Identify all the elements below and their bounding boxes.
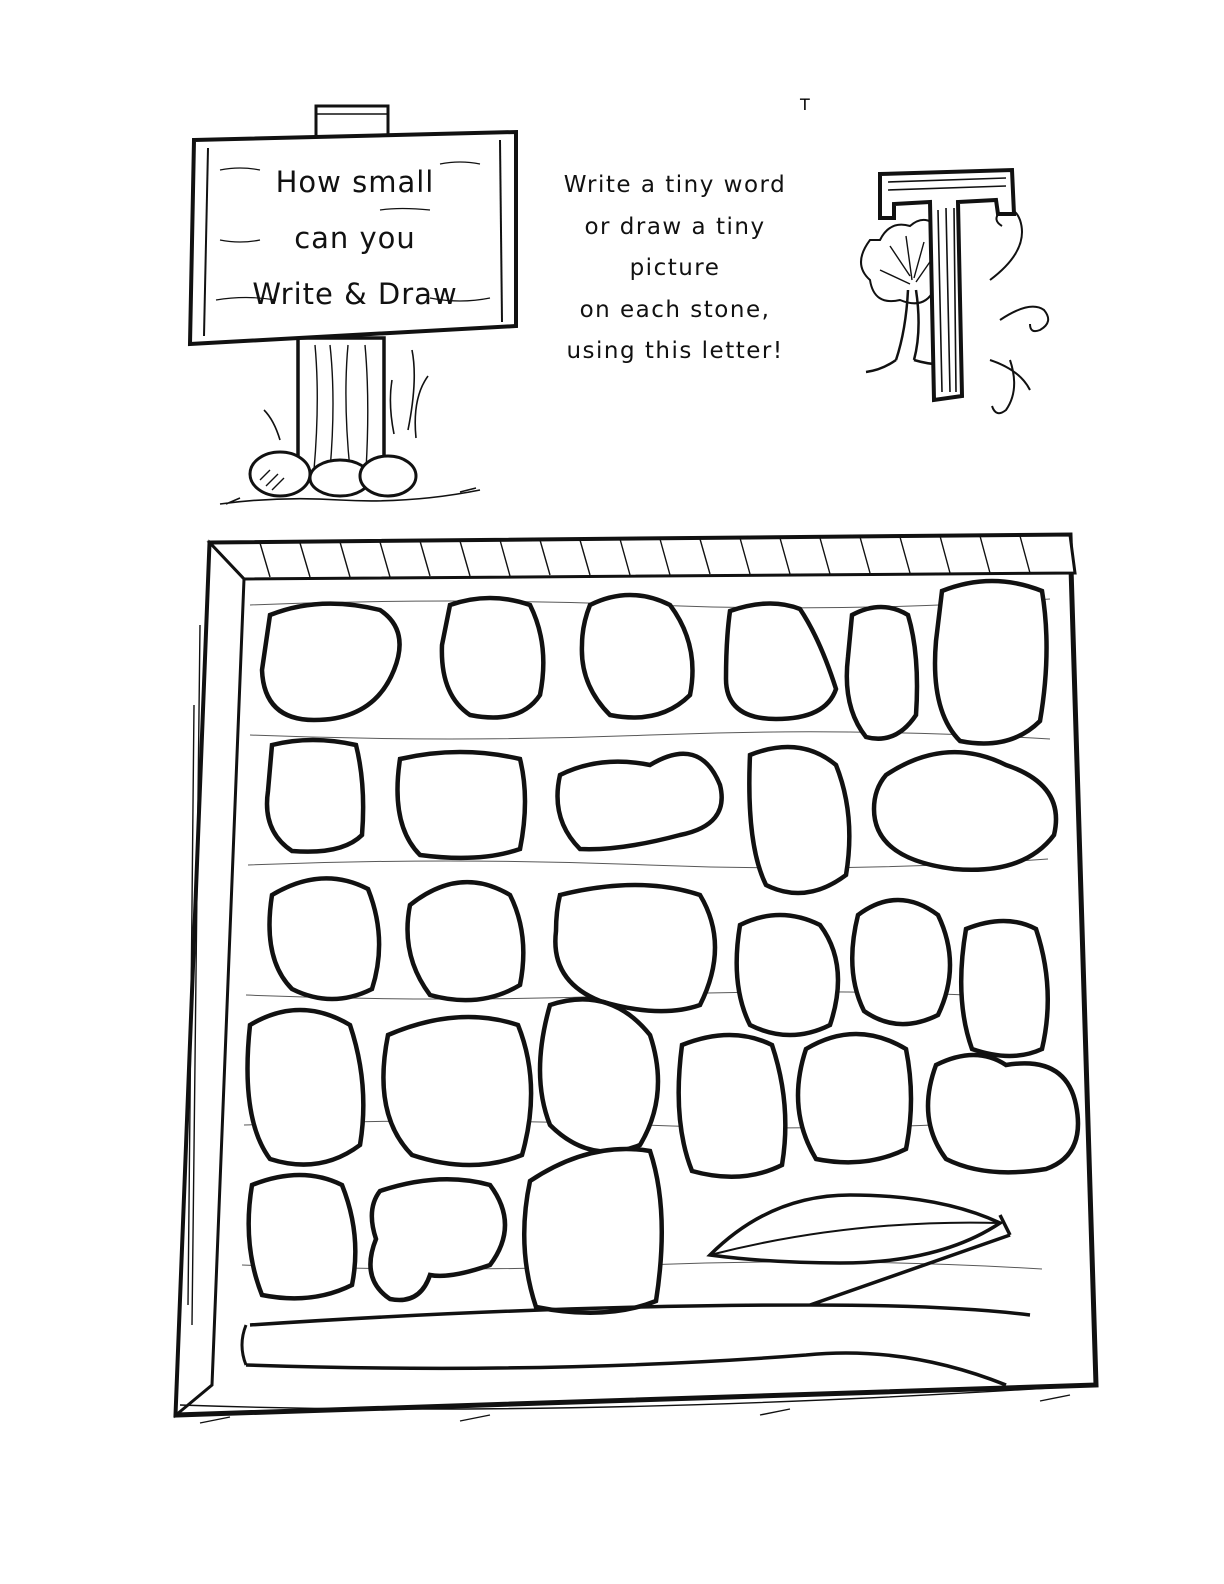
instruction-line-5: using this letter! (566, 338, 784, 364)
stone (249, 1175, 356, 1298)
stone (524, 1149, 662, 1313)
instruction-line-2: or draw a tiny (584, 214, 766, 240)
stone (248, 1010, 364, 1165)
stone (935, 581, 1047, 744)
instruction-line-1: Write a tiny word (563, 172, 787, 198)
stone (798, 1034, 911, 1162)
stone (555, 885, 715, 1011)
stone (737, 915, 838, 1035)
stone (847, 607, 917, 739)
stone (582, 595, 693, 718)
stone (852, 900, 950, 1024)
stone (442, 598, 543, 718)
stone (398, 752, 526, 858)
sign-line-3: Write & Draw (252, 277, 458, 311)
sign-line-1: How small (275, 165, 435, 199)
instruction-line-4: on each stone, (579, 297, 771, 323)
sign-line-2: can you (294, 221, 416, 255)
stone-board-illustration (160, 505, 1120, 1435)
stone (928, 1055, 1078, 1172)
stone (383, 1017, 531, 1165)
stone (749, 747, 849, 893)
stone (408, 882, 524, 1000)
stone (679, 1035, 786, 1177)
instruction-line-3: picture (629, 255, 721, 281)
decorated-letter-t (800, 95, 1050, 425)
letter-glyph: T (800, 95, 810, 114)
stone (270, 878, 380, 999)
stone (540, 999, 658, 1151)
stone (961, 921, 1048, 1056)
stone (267, 740, 363, 852)
